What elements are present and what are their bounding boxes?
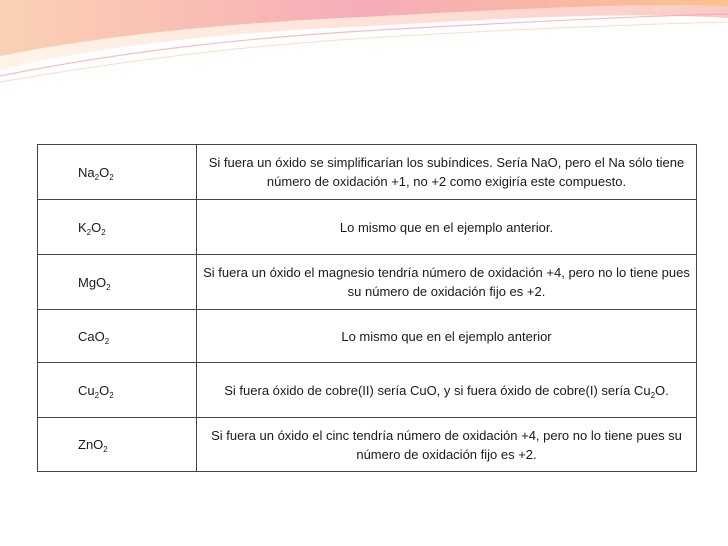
formula-cell: MgO$_2$ (38, 255, 197, 310)
formula-cell: $Cu_2O_2$ (38, 363, 197, 418)
oxide-table (37, 144, 697, 472)
formula-cell: $K_2O_2$ (38, 200, 197, 255)
formula-cell: CaO$_2$ (38, 310, 197, 363)
description-cell: Si fuera un óxido se simplificarían los subíndices. Sería NaO, pero el Na sólo tiene número de oxidación +1, no +2 como exigiría este compuesto. (197, 145, 697, 200)
table-row (38, 145, 697, 200)
description-cell: Lo mismo que en el ejemplo anterior. (197, 200, 697, 255)
table-row (38, 200, 697, 255)
formula-cell: $Na_2O_2$ (38, 145, 197, 200)
table-row (38, 363, 697, 418)
description-cell: Si fuera óxido de cobre(II) sería CuO, y si fuera óxido de cobre(I) sería $Cu_2O$. (197, 363, 697, 418)
table-row (38, 310, 697, 363)
table-row (38, 418, 697, 472)
description-cell: Si fuera un óxido el cinc tendría número de oxidación +4, pero no lo tiene pues su número de oxidación fijo es +2. (197, 418, 697, 472)
description-cell: Si fuera un óxido el magnesio tendría número de oxidación +4, pero no lo tiene pues su número de oxidación fijo es +2. (197, 255, 697, 310)
description-cell: Lo mismo que en el ejemplo anterior (197, 310, 697, 363)
table-row (38, 255, 697, 310)
decorative-banner (0, 0, 728, 90)
formula-cell: ZnO$_2$ (38, 418, 197, 472)
